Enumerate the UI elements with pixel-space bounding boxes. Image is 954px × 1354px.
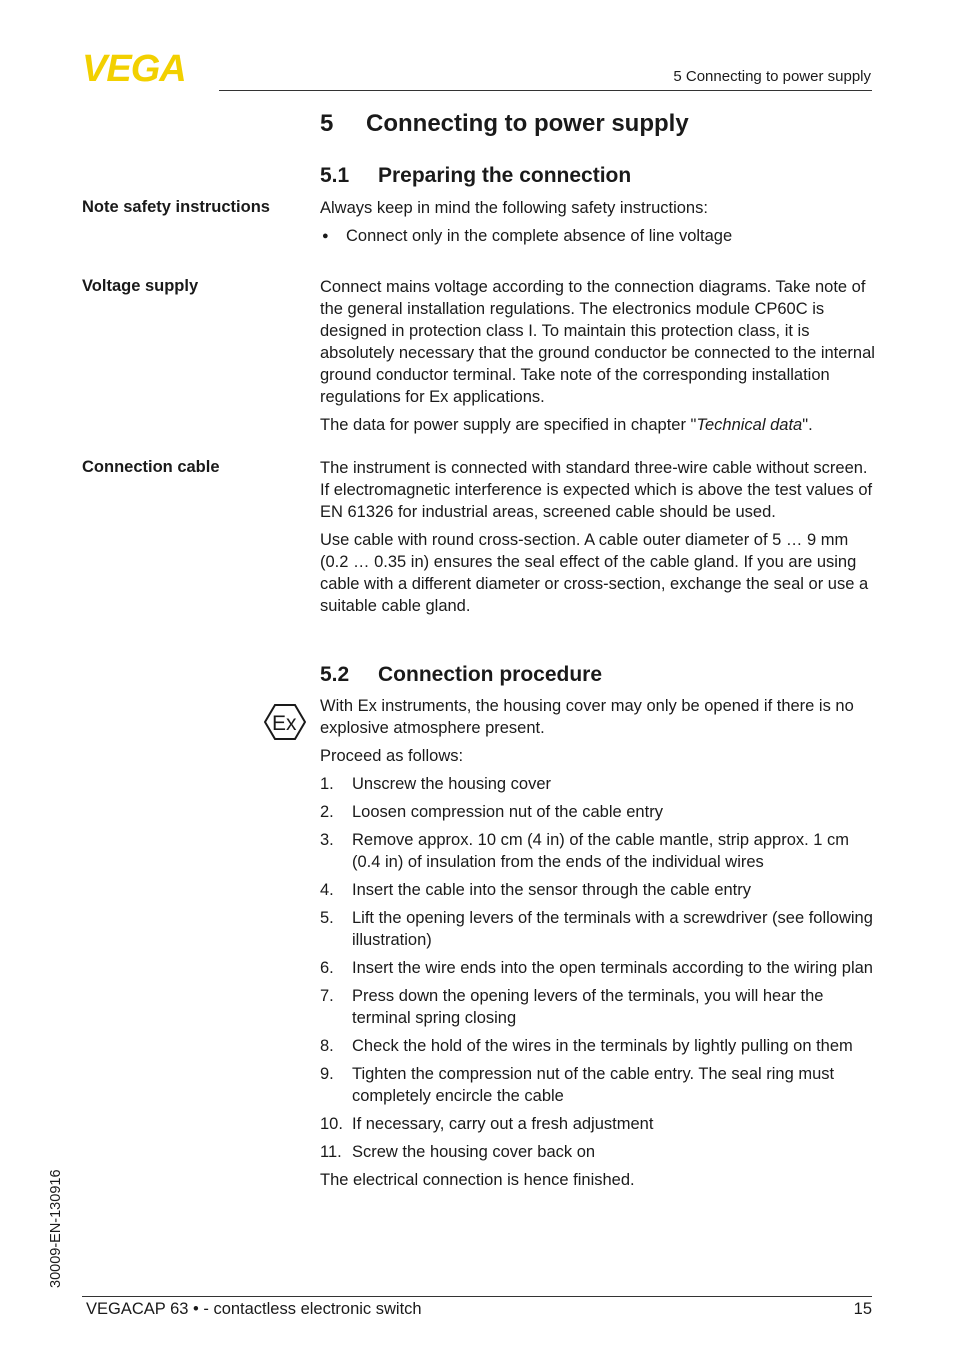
procedure-steps-list (320, 773, 880, 1163)
section-heading-5-2 (320, 663, 602, 687)
step-number: 4. (320, 881, 334, 899)
step-number: 8. (320, 1037, 334, 1055)
header-divider (219, 90, 872, 91)
step-text: Check the hold of the wires in the terminals by lightly pulling on them (352, 1037, 853, 1055)
step-number: 1. (320, 775, 334, 793)
logo-text: VEGA (82, 52, 186, 84)
procedure-step (320, 985, 880, 1029)
step-number: 5. (320, 909, 334, 927)
margin-label-note-safety: Note safety instructions (82, 198, 270, 216)
margin-label-voltage-supply: Voltage supply (82, 277, 199, 295)
page-number: 15 (853, 1300, 872, 1318)
procedure-step (320, 957, 880, 979)
step-text: Lift the opening levers of the terminals with a screwdriver (see following illustration) (352, 909, 873, 949)
procedure-step (320, 773, 880, 795)
vega-logo (82, 52, 212, 84)
step-number: 9. (320, 1065, 334, 1083)
step-number: 10. (320, 1115, 343, 1133)
svg-text:Ex: Ex (272, 712, 297, 735)
section-title: Connection procedure (378, 663, 603, 686)
step-text: If necessary, carry out a fresh adjustment (352, 1115, 654, 1133)
step-text: Screw the housing cover back on (352, 1143, 596, 1161)
step-text: Unscrew the housing cover (352, 775, 552, 793)
step-number: 7. (320, 987, 334, 1005)
step-number: 3. (320, 831, 334, 849)
connection-procedure-block (320, 695, 880, 1197)
step-number: 11. (320, 1143, 342, 1161)
chapter-title-text: Connecting to power supply (366, 110, 689, 137)
section-title: Preparing the connection (378, 164, 632, 187)
step-text: Tighten the compression nut of the cable entry. The seal ring must completely encircle the cable (352, 1065, 835, 1105)
connection-cable-para-2: Use cable with round cross-section. A cable outer diameter of 5 … 9 mm (0.2 … 0.35 in) ensures the seal effect of the cable gland. If you are using cable with a different diameter or cross-section, exchange the seal or use a suitable cable gland. (320, 531, 869, 615)
closing-text: The electrical connection is hence finished. (320, 1171, 635, 1189)
step-text: Loosen compression nut of the cable entry (352, 803, 663, 821)
procedure-step (320, 879, 880, 901)
step-text: Remove approx. 10 cm (4 in) of the cable mantle, strip approx. 1 cm (0.4 in) of insulation from the ends of the individual wires (352, 831, 850, 871)
voltage-supply-block (320, 276, 880, 442)
margin-label-connection-cable: Connection cable (82, 458, 220, 476)
note-safety-intro: Always keep in mind the following safety instructions: (320, 199, 708, 217)
procedure-step (320, 829, 880, 873)
connection-cable-para-1: The instrument is connected with standard three-wire cable without screen. If electromagnetic interference is expected which is above the test values of EN 61326 for industrial areas, screened cable should be used. (320, 459, 873, 521)
technical-data-reference: Technical data (696, 416, 803, 434)
chapter-number: 5 (320, 110, 334, 137)
footer-divider (82, 1296, 872, 1297)
procedure-step (320, 1141, 880, 1163)
procedure-step (320, 1113, 880, 1135)
header-section-label: 5 Connecting to power supply (673, 68, 871, 85)
step-number: 2. (320, 803, 334, 821)
voltage-supply-para-2: The data for power supply are specified in chapter "Technical data". (320, 416, 813, 434)
connection-cable-block (320, 457, 880, 623)
note-safety-block (320, 197, 880, 253)
section-number: 5.1 (320, 164, 350, 187)
ex-explosion-protection-icon (264, 704, 306, 740)
document-id: 30009-EN-130916 (48, 1169, 64, 1288)
step-text: Press down the opening levers of the terminals, you will hear the terminal spring closing (352, 987, 824, 1027)
ex-note: With Ex instruments, the housing cover may only be opened if there is no explosive atmosphere present. (320, 697, 854, 737)
step-text: Insert the cable into the sensor through the cable entry (352, 881, 751, 899)
procedure-step (320, 907, 880, 951)
voltage-supply-para-1: Connect mains voltage according to the connection diagrams. Take note of the general installation regulations. The electronics module CP60C is designed in protection class I. To maintain this protection class, it is absolutely necessary that the ground conductor be connected to the internal ground conductor terminal. Take note of the corresponding installation regulations for Ex applications. (320, 278, 875, 406)
footer-product: VEGACAP 63 • - contactless electronic switch (86, 1300, 422, 1318)
procedure-step (320, 1035, 880, 1057)
chapter-title (320, 110, 689, 138)
procedure-step (320, 801, 880, 823)
procedure-step (320, 1063, 880, 1107)
note-safety-bullet: ● Connect only in the complete absence of line voltage (320, 225, 880, 247)
proceed-intro: Proceed as follows: (320, 747, 464, 765)
section-heading-5-1 (320, 164, 631, 188)
step-text: Insert the wire ends into the open terminals according to the wiring plan (352, 959, 873, 977)
step-number: 6. (320, 959, 334, 977)
section-number: 5.2 (320, 663, 350, 686)
